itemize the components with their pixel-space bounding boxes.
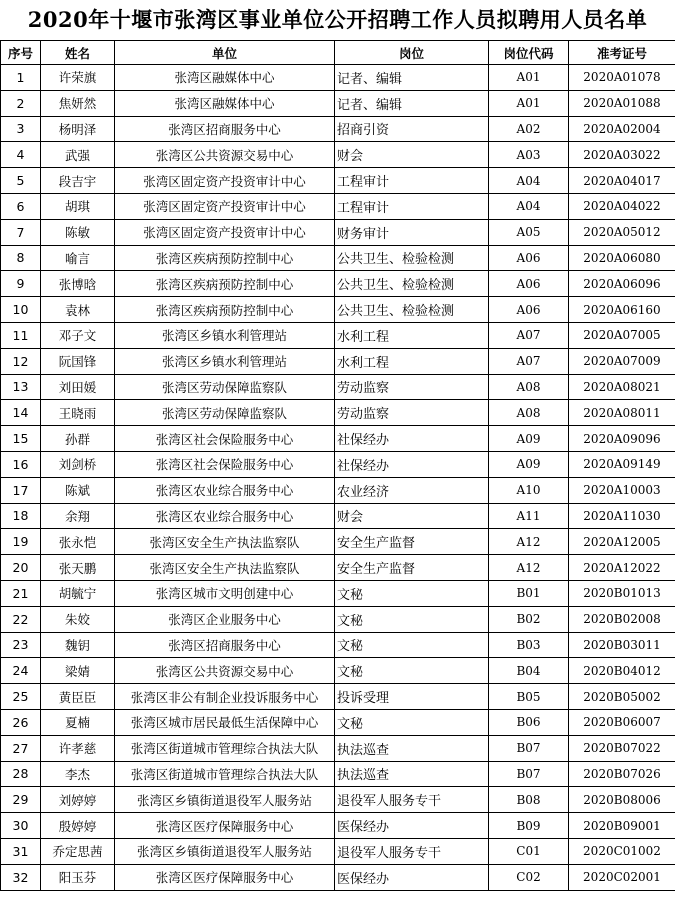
cell-ticket-number: 2020A04017	[569, 168, 675, 194]
table-body	[1, 65, 675, 891]
page-title: 2020年十堰市张湾区事业单位公开招聘工作人员拟聘用人员名单	[27, 7, 648, 32]
cell-position: 财会	[335, 142, 489, 168]
cell-position: 医保经办	[335, 813, 489, 839]
cell-position: 水利工程	[335, 348, 489, 374]
cell-name: 刘剑桥	[41, 451, 115, 477]
candidate-table	[0, 40, 675, 891]
table-row	[1, 374, 675, 400]
cell-position-code: C02	[489, 864, 569, 890]
cell-unit: 张湾区医疗保障服务中心	[115, 864, 335, 890]
cell-position-code: B03	[489, 632, 569, 658]
cell-name: 魏钥	[41, 632, 115, 658]
cell-index: 9	[1, 271, 41, 297]
cell-position-code: A11	[489, 503, 569, 529]
table-row	[1, 142, 675, 168]
cell-position: 财会	[335, 503, 489, 529]
cell-ticket-number: 2020A04022	[569, 193, 675, 219]
cell-unit: 张湾区劳动保障监察队	[115, 374, 335, 400]
cell-name: 喻言	[41, 245, 115, 271]
cell-position-code: A09	[489, 426, 569, 452]
cell-position: 执法巡查	[335, 761, 489, 787]
cell-index: 27	[1, 735, 41, 761]
cell-name: 阮国锋	[41, 348, 115, 374]
cell-index: 31	[1, 838, 41, 864]
cell-position-code: A04	[489, 193, 569, 219]
cell-position-code: B07	[489, 735, 569, 761]
table-row	[1, 529, 675, 555]
cell-ticket-number: 2020B05002	[569, 684, 675, 710]
cell-unit: 张湾区城市文明创建中心	[115, 580, 335, 606]
table-row	[1, 90, 675, 116]
cell-ticket-number: 2020A06096	[569, 271, 675, 297]
cell-position: 记者、编辑	[335, 90, 489, 116]
cell-unit: 张湾区城市居民最低生活保障中心	[115, 709, 335, 735]
cell-position-code: B04	[489, 658, 569, 684]
cell-ticket-number: 2020A12005	[569, 529, 675, 555]
cell-position: 水利工程	[335, 322, 489, 348]
cell-unit: 张湾区非公有制企业投诉服务中心	[115, 684, 335, 710]
cell-position: 记者、编辑	[335, 65, 489, 91]
cell-index: 15	[1, 426, 41, 452]
cell-name: 余翔	[41, 503, 115, 529]
cell-name: 许孝慈	[41, 735, 115, 761]
cell-unit: 张湾区融媒体中心	[115, 90, 335, 116]
cell-index: 11	[1, 322, 41, 348]
table-row	[1, 606, 675, 632]
cell-index: 25	[1, 684, 41, 710]
table-row	[1, 245, 675, 271]
cell-unit: 张湾区农业综合服务中心	[115, 477, 335, 503]
table-row	[1, 451, 675, 477]
table-row	[1, 580, 675, 606]
table-row	[1, 426, 675, 452]
cell-unit: 张湾区医疗保障服务中心	[115, 813, 335, 839]
cell-position-code: A06	[489, 297, 569, 323]
cell-index: 23	[1, 632, 41, 658]
table-row	[1, 787, 675, 813]
cell-position: 执法巡查	[335, 735, 489, 761]
cell-index: 13	[1, 374, 41, 400]
header-ticket-number: 准考证号	[569, 41, 675, 65]
cell-index: 14	[1, 400, 41, 426]
cell-position: 劳动监察	[335, 400, 489, 426]
cell-ticket-number: 2020B01013	[569, 580, 675, 606]
cell-position: 文秘	[335, 709, 489, 735]
cell-name: 段吉宇	[41, 168, 115, 194]
cell-name: 焦妍然	[41, 90, 115, 116]
cell-position-code: A08	[489, 400, 569, 426]
cell-index: 21	[1, 580, 41, 606]
cell-index: 17	[1, 477, 41, 503]
cell-index: 4	[1, 142, 41, 168]
cell-index: 2	[1, 90, 41, 116]
table-row	[1, 709, 675, 735]
cell-index: 5	[1, 168, 41, 194]
cell-ticket-number: 2020B07022	[569, 735, 675, 761]
table-row	[1, 813, 675, 839]
cell-position: 退役军人服务专干	[335, 787, 489, 813]
cell-index: 32	[1, 864, 41, 890]
cell-name: 胡琪	[41, 193, 115, 219]
cell-position-code: B09	[489, 813, 569, 839]
cell-unit: 张湾区街道城市管理综合执法大队	[115, 761, 335, 787]
cell-name: 乔定思茜	[41, 838, 115, 864]
cell-ticket-number: 2020C01002	[569, 838, 675, 864]
table-row	[1, 658, 675, 684]
cell-name: 许荣旗	[41, 65, 115, 91]
cell-ticket-number: 2020B08006	[569, 787, 675, 813]
table-row	[1, 65, 675, 91]
table-row	[1, 322, 675, 348]
cell-name: 陈斌	[41, 477, 115, 503]
table-row	[1, 348, 675, 374]
cell-position-code: A07	[489, 322, 569, 348]
cell-position: 文秘	[335, 606, 489, 632]
cell-position-code: B01	[489, 580, 569, 606]
table-header	[1, 41, 675, 65]
cell-ticket-number: 2020A12022	[569, 555, 675, 581]
cell-name: 袁林	[41, 297, 115, 323]
cell-position: 文秘	[335, 580, 489, 606]
cell-ticket-number: 2020A06080	[569, 245, 675, 271]
cell-index: 29	[1, 787, 41, 813]
cell-ticket-number: 2020A09096	[569, 426, 675, 452]
cell-ticket-number: 2020A08021	[569, 374, 675, 400]
cell-position-code: A01	[489, 65, 569, 91]
cell-index: 28	[1, 761, 41, 787]
table-row	[1, 735, 675, 761]
cell-index: 8	[1, 245, 41, 271]
cell-name: 刘婷婷	[41, 787, 115, 813]
cell-position-code: B05	[489, 684, 569, 710]
cell-ticket-number: 2020B06007	[569, 709, 675, 735]
table-row	[1, 271, 675, 297]
cell-unit: 张湾区乡镇水利管理站	[115, 348, 335, 374]
cell-ticket-number: 2020A03022	[569, 142, 675, 168]
cell-unit: 张湾区公共资源交易中心	[115, 658, 335, 684]
cell-ticket-number: 2020A08011	[569, 400, 675, 426]
cell-ticket-number: 2020A09149	[569, 451, 675, 477]
cell-position-code: A09	[489, 451, 569, 477]
table-row	[1, 503, 675, 529]
cell-unit: 张湾区融媒体中心	[115, 65, 335, 91]
cell-position-code: A06	[489, 245, 569, 271]
cell-name: 张博晗	[41, 271, 115, 297]
cell-index: 16	[1, 451, 41, 477]
cell-ticket-number: 2020B09001	[569, 813, 675, 839]
cell-name: 刘田媛	[41, 374, 115, 400]
cell-name: 王晓雨	[41, 400, 115, 426]
cell-index: 26	[1, 709, 41, 735]
cell-position: 公共卫生、检验检测	[335, 297, 489, 323]
cell-ticket-number: 2020A06160	[569, 297, 675, 323]
cell-position: 安全生产监督	[335, 555, 489, 581]
cell-unit: 张湾区固定资产投资审计中心	[115, 168, 335, 194]
cell-unit: 张湾区招商服务中心	[115, 632, 335, 658]
cell-name: 张永恺	[41, 529, 115, 555]
table-row	[1, 477, 675, 503]
cell-position-code: A02	[489, 116, 569, 142]
cell-unit: 张湾区农业综合服务中心	[115, 503, 335, 529]
cell-position-code: A08	[489, 374, 569, 400]
cell-name: 邓子文	[41, 322, 115, 348]
table-row	[1, 116, 675, 142]
cell-index: 24	[1, 658, 41, 684]
cell-position: 财务审计	[335, 219, 489, 245]
table-row	[1, 168, 675, 194]
cell-name: 陈敏	[41, 219, 115, 245]
cell-position: 社保经办	[335, 451, 489, 477]
cell-index: 30	[1, 813, 41, 839]
table-row	[1, 684, 675, 710]
cell-unit: 张湾区招商服务中心	[115, 116, 335, 142]
cell-unit: 张湾区公共资源交易中心	[115, 142, 335, 168]
cell-position: 农业经济	[335, 477, 489, 503]
table-row	[1, 193, 675, 219]
cell-index: 7	[1, 219, 41, 245]
cell-position: 劳动监察	[335, 374, 489, 400]
cell-position: 安全生产监督	[335, 529, 489, 555]
cell-index: 3	[1, 116, 41, 142]
cell-position-code: A12	[489, 555, 569, 581]
cell-name: 朱姣	[41, 606, 115, 632]
cell-unit: 张湾区街道城市管理综合执法大队	[115, 735, 335, 761]
cell-index: 1	[1, 65, 41, 91]
cell-position-code: B02	[489, 606, 569, 632]
table-row	[1, 864, 675, 890]
cell-name: 殷婷婷	[41, 813, 115, 839]
cell-name: 梁婧	[41, 658, 115, 684]
table-row	[1, 838, 675, 864]
table-row	[1, 632, 675, 658]
cell-index: 22	[1, 606, 41, 632]
cell-unit: 张湾区固定资产投资审计中心	[115, 219, 335, 245]
cell-name: 孙群	[41, 426, 115, 452]
cell-unit: 张湾区社会保险服务中心	[115, 426, 335, 452]
cell-ticket-number: 2020A05012	[569, 219, 675, 245]
cell-unit: 张湾区疾病预防控制中心	[115, 245, 335, 271]
cell-position: 社保经办	[335, 426, 489, 452]
cell-unit: 张湾区企业服务中心	[115, 606, 335, 632]
cell-index: 6	[1, 193, 41, 219]
cell-position-code: B08	[489, 787, 569, 813]
cell-name: 阳玉芬	[41, 864, 115, 890]
cell-position-code: A04	[489, 168, 569, 194]
cell-position-code: B06	[489, 709, 569, 735]
cell-index: 12	[1, 348, 41, 374]
cell-ticket-number: 2020C02001	[569, 864, 675, 890]
cell-position: 工程审计	[335, 193, 489, 219]
cell-ticket-number: 2020B04012	[569, 658, 675, 684]
cell-position: 文秘	[335, 658, 489, 684]
cell-index: 19	[1, 529, 41, 555]
cell-unit: 张湾区社会保险服务中心	[115, 451, 335, 477]
cell-position: 投诉受理	[335, 684, 489, 710]
cell-index: 20	[1, 555, 41, 581]
cell-position: 文秘	[335, 632, 489, 658]
cell-ticket-number: 2020B02008	[569, 606, 675, 632]
header-name: 姓名	[41, 41, 115, 65]
header-position-code: 岗位代码	[489, 41, 569, 65]
cell-position: 招商引资	[335, 116, 489, 142]
cell-position: 退役军人服务专干	[335, 838, 489, 864]
cell-ticket-number: 2020A01088	[569, 90, 675, 116]
cell-position: 工程审计	[335, 168, 489, 194]
cell-position-code: A06	[489, 271, 569, 297]
cell-name: 李杰	[41, 761, 115, 787]
cell-index: 18	[1, 503, 41, 529]
cell-position-code: A05	[489, 219, 569, 245]
cell-name: 武强	[41, 142, 115, 168]
cell-unit: 张湾区乡镇街道退役军人服务站	[115, 787, 335, 813]
cell-ticket-number: 2020B03011	[569, 632, 675, 658]
cell-name: 黄臣臣	[41, 684, 115, 710]
cell-position-code: A01	[489, 90, 569, 116]
cell-unit: 张湾区安全生产执法监察队	[115, 529, 335, 555]
cell-position: 公共卫生、检验检测	[335, 271, 489, 297]
cell-name: 张天鹏	[41, 555, 115, 581]
cell-ticket-number: 2020A11030	[569, 503, 675, 529]
cell-position: 医保经办	[335, 864, 489, 890]
cell-position-code: A12	[489, 529, 569, 555]
cell-position-code: A03	[489, 142, 569, 168]
cell-position-code: A07	[489, 348, 569, 374]
cell-ticket-number: 2020A07009	[569, 348, 675, 374]
cell-index: 10	[1, 297, 41, 323]
cell-position-code: A10	[489, 477, 569, 503]
cell-ticket-number: 2020A07005	[569, 322, 675, 348]
cell-unit: 张湾区劳动保障监察队	[115, 400, 335, 426]
table-row	[1, 555, 675, 581]
cell-ticket-number: 2020B07026	[569, 761, 675, 787]
cell-unit: 张湾区乡镇街道退役军人服务站	[115, 838, 335, 864]
cell-ticket-number: 2020A01078	[569, 65, 675, 91]
cell-unit: 张湾区安全生产执法监察队	[115, 555, 335, 581]
cell-unit: 张湾区疾病预防控制中心	[115, 297, 335, 323]
header-index: 序号	[1, 41, 41, 65]
cell-name: 胡毓宁	[41, 580, 115, 606]
cell-ticket-number: 2020A10003	[569, 477, 675, 503]
cell-position-code: C01	[489, 838, 569, 864]
cell-unit: 张湾区固定资产投资审计中心	[115, 193, 335, 219]
header-row	[1, 41, 675, 65]
cell-unit: 张湾区乡镇水利管理站	[115, 322, 335, 348]
cell-position-code: B07	[489, 761, 569, 787]
cell-name: 杨明泽	[41, 116, 115, 142]
table-row	[1, 761, 675, 787]
cell-name: 夏楠	[41, 709, 115, 735]
cell-position: 公共卫生、检验检测	[335, 245, 489, 271]
table-row	[1, 219, 675, 245]
cell-ticket-number: 2020A02004	[569, 116, 675, 142]
header-position: 岗位	[335, 41, 489, 65]
table-row	[1, 400, 675, 426]
header-unit: 单位	[115, 41, 335, 65]
table-row	[1, 297, 675, 323]
cell-unit: 张湾区疾病预防控制中心	[115, 271, 335, 297]
